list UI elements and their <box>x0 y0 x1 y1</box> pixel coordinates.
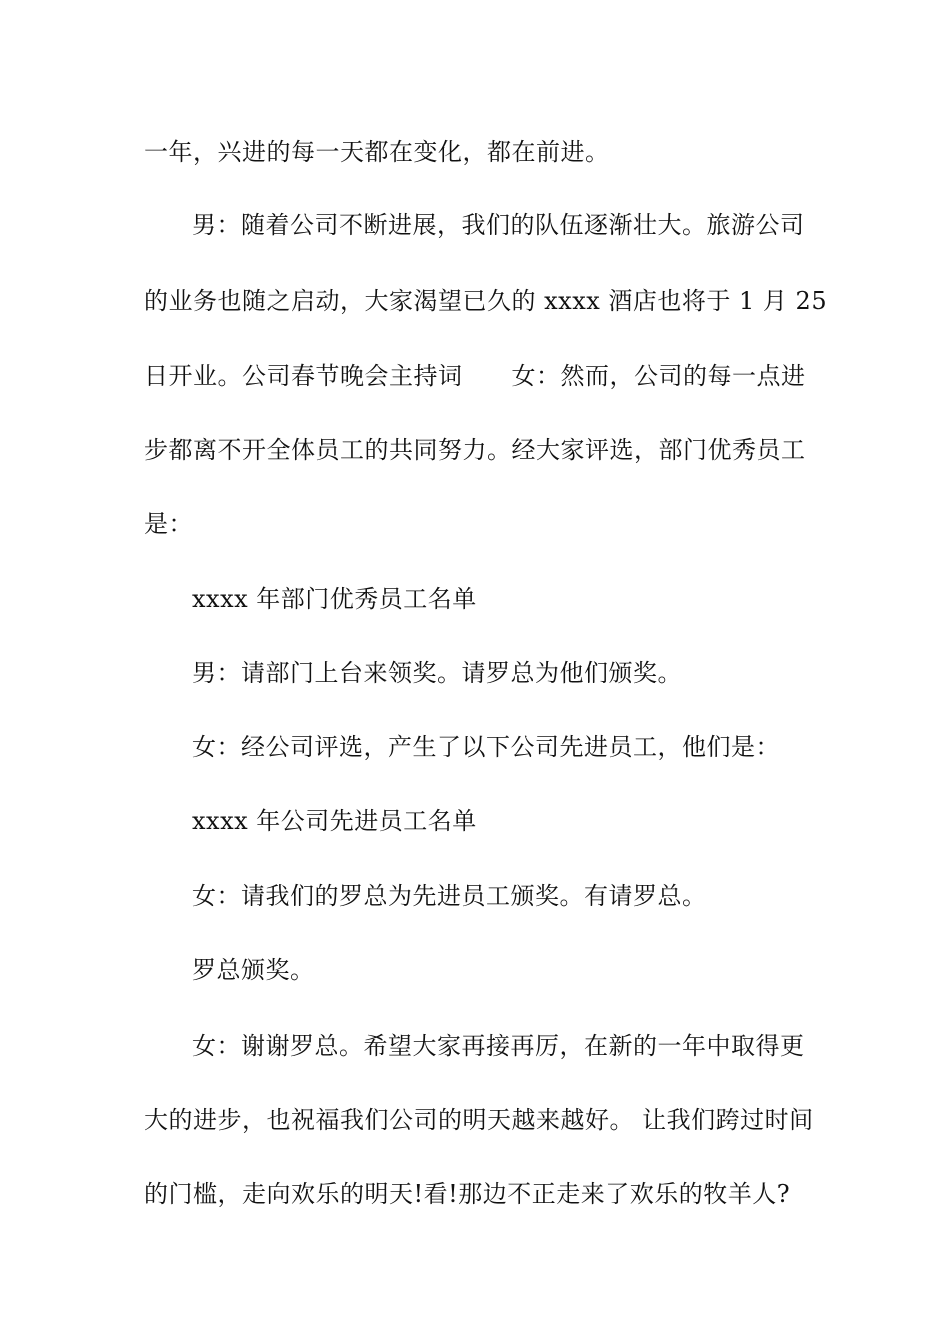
text-line: 日开业。公司春节晚会主持词 女：然而，公司的每一点进 <box>144 362 806 390</box>
text-line: 女：请我们的罗总为先进员工颁奖。有请罗总。 <box>192 882 707 910</box>
text-line: 的业务也随之启动，大家渴望已久的 xxxx 酒店也将于 1 月 25 <box>144 287 828 315</box>
text-line: 女：谢谢罗总。希望大家再接再厉，在新的一年中取得更 <box>192 1032 805 1060</box>
text-line: 女：经公司评选，产生了以下公司先进员工，他们是： <box>192 733 780 761</box>
text-line: xxxx 年部门优秀员工名单 <box>192 585 477 613</box>
text-line: 罗总颁奖。 <box>192 956 315 984</box>
text-line: 大的进步，也祝福我们公司的明天越来越好。 让我们跨过时间 <box>144 1106 814 1134</box>
text-line: 男：请部门上台来领奖。请罗总为他们颁奖。 <box>192 659 682 687</box>
text-line: 步都离不开全体员工的共同努力。经大家评选，部门优秀员工 <box>144 436 806 464</box>
text-line: 男：随着公司不断进展，我们的队伍逐渐壮大。旅游公司 <box>192 211 805 239</box>
text-line: 的门槛，走向欢乐的明天!看!那边不正走来了欢乐的牧羊人? <box>144 1180 791 1208</box>
text-line: xxxx 年公司先进员工名单 <box>192 807 477 835</box>
text-line: 一年，兴进的每一天都在变化，都在前进。 <box>144 138 610 166</box>
text-line: 是： <box>144 510 193 538</box>
